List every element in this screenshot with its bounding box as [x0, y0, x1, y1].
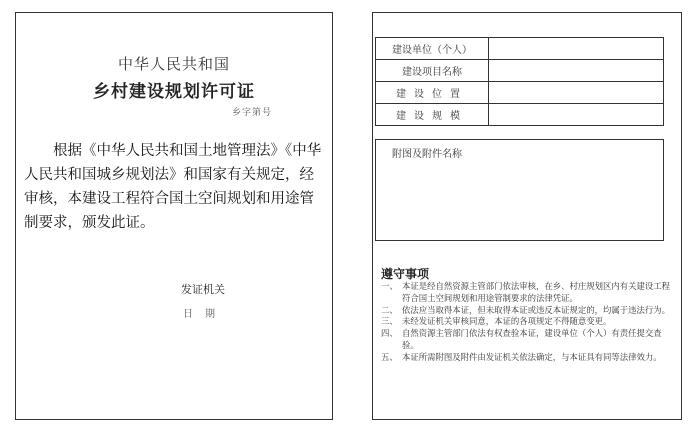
notice-text: 本证所需附图及附件由发证机关依法确定，与本证具有同等法律效力。: [402, 351, 662, 362]
permit-cover-page: [15, 12, 333, 420]
notice-number: 五、: [381, 351, 398, 362]
notice-title: 遵守事项: [381, 267, 430, 281]
table-row: [376, 60, 664, 82]
notice-number: 三、: [381, 316, 398, 327]
table-row: [376, 38, 664, 60]
notice-text: 本证是经自然资源主管部门依法审核，在乡、村庄规划区内有关建设工程符合国土空间规划和用途管制要求的法律凭证。: [402, 281, 670, 303]
notice-number: 四、: [381, 328, 398, 339]
field-label: 建设项目名称: [376, 60, 489, 82]
project-info-table: [375, 37, 664, 126]
permit-statement: 根据《中华人民共和国土地管理法》《中华人民共和国城乡规划法》和国家有关规定，经审核，本建设工程符合国土空间规划和用途管制要求，颁发此证。: [24, 143, 322, 231]
list-item: [381, 316, 673, 328]
list-item: [381, 328, 673, 352]
list-item: [381, 352, 673, 364]
field-value[interactable]: [489, 38, 664, 60]
notice-number: 一、: [381, 281, 398, 291]
table-row: [376, 104, 664, 126]
serial-number: 乡字第号: [231, 108, 272, 118]
notice-text: 自然资源主管部门依法有权查验本证，建设单位（个人）有责任提交查验。: [402, 328, 662, 350]
field-label: 建设位置: [376, 82, 489, 104]
list-item: [381, 281, 673, 305]
field-label: 建设规模: [376, 104, 489, 126]
notice-number: 二、: [381, 304, 398, 315]
table-row: [376, 82, 664, 104]
country-name: 中华人民共和国: [117, 55, 230, 73]
list-item: [381, 305, 673, 317]
attachments-label: 附图及附件名称: [392, 149, 462, 160]
notice-list: [381, 281, 673, 364]
issuing-authority-label: 发证机关: [181, 283, 225, 296]
attachments-box: [375, 139, 664, 241]
permit-title: 乡村建设规划许可证: [93, 82, 255, 102]
field-label: 建设单位（个人）: [376, 38, 489, 60]
permit-details-page: [372, 12, 682, 420]
field-value[interactable]: [489, 60, 664, 82]
field-value[interactable]: [489, 82, 664, 104]
notice-text: 依法应当取得本证，但未取得本证或违反本证规定的，均属于违法行为。: [402, 304, 670, 315]
notice-text: 未经发证机关审核同意，本证的各项规定不得随意变更。: [402, 316, 612, 327]
issue-date-label: 日期: [183, 309, 227, 320]
field-value[interactable]: [489, 104, 664, 126]
